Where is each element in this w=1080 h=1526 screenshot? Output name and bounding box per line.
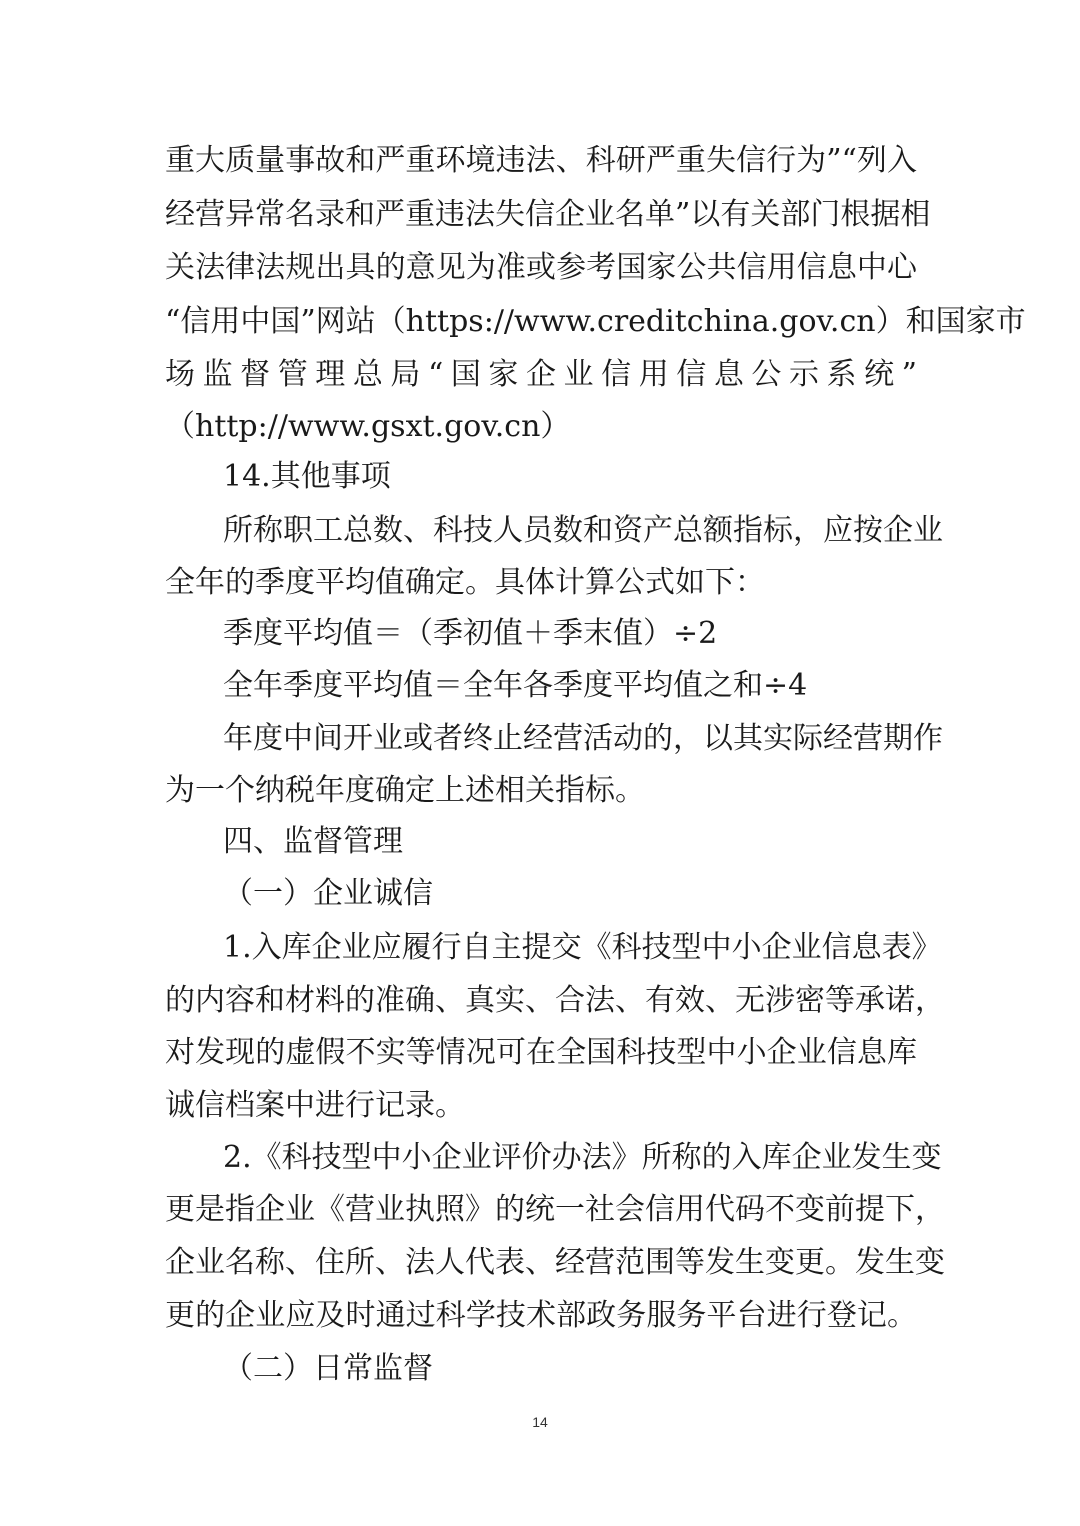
page-number: 14	[532, 1414, 548, 1430]
body-line: “信用中国”网站（https://www.creditchina.gov.cn）和国家市	[165, 304, 1026, 339]
body-line: 为一个纳税年度确定上述相关指标。	[165, 773, 645, 808]
body-line: 经营异常名录和严重违法失信企业名单”以有关部门根据相	[165, 197, 931, 232]
subsection-heading: （一）企业诚信	[223, 876, 433, 911]
formula-line: 季度平均值＝（季初值＋季末值）÷2	[223, 616, 718, 651]
body-line: 所称职工总数、科技人员数和资产总额指标，应按企业	[223, 513, 943, 548]
section-heading: 四、监督管理	[223, 824, 403, 859]
body-line: 更是指企业《营业执照》的统一社会信用代码不变前提下，	[165, 1192, 945, 1227]
body-line: 全年的季度平均值确定。具体计算公式如下：	[165, 565, 765, 600]
formula-line: 全年季度平均值＝全年各季度平均值之和÷4	[223, 668, 808, 703]
body-line: 对发现的虚假不实等情况可在全国科技型中小企业信息库	[165, 1035, 917, 1070]
body-line: 关法律法规出具的意见为准或参考国家公共信用信息中心	[165, 250, 917, 285]
body-line: 诚信档案中进行记录。	[165, 1088, 465, 1123]
body-line: 1.入库企业应履行自主提交《科技型中小企业信息表》	[223, 930, 942, 965]
body-line: 重大质量事故和严重环境违法、科研严重失信行为”“列入	[165, 143, 917, 178]
body-line: （http://www.gsxt.gov.cn）	[165, 409, 571, 444]
body-line: 年度中间开业或者终止经营活动的，以其实际经营期作	[223, 721, 943, 756]
section-item-title: 14.其他事项	[223, 459, 391, 494]
body-line: 企业名称、住所、法人代表、经营范围等发生变更。发生变	[165, 1245, 945, 1280]
body-line: 场监督管理总局“国家企业信用信息公示系统”	[165, 357, 917, 392]
body-line: 的内容和材料的准确、真实、合法、有效、无涉密等承诺，	[165, 983, 945, 1018]
subsection-heading: （二）日常监督	[223, 1351, 433, 1386]
body-line: 2.《科技型中小企业评价办法》所称的入库企业发生变	[223, 1140, 942, 1175]
body-line: 更的企业应及时通过科学技术部政务服务平台进行登记。	[165, 1298, 917, 1333]
